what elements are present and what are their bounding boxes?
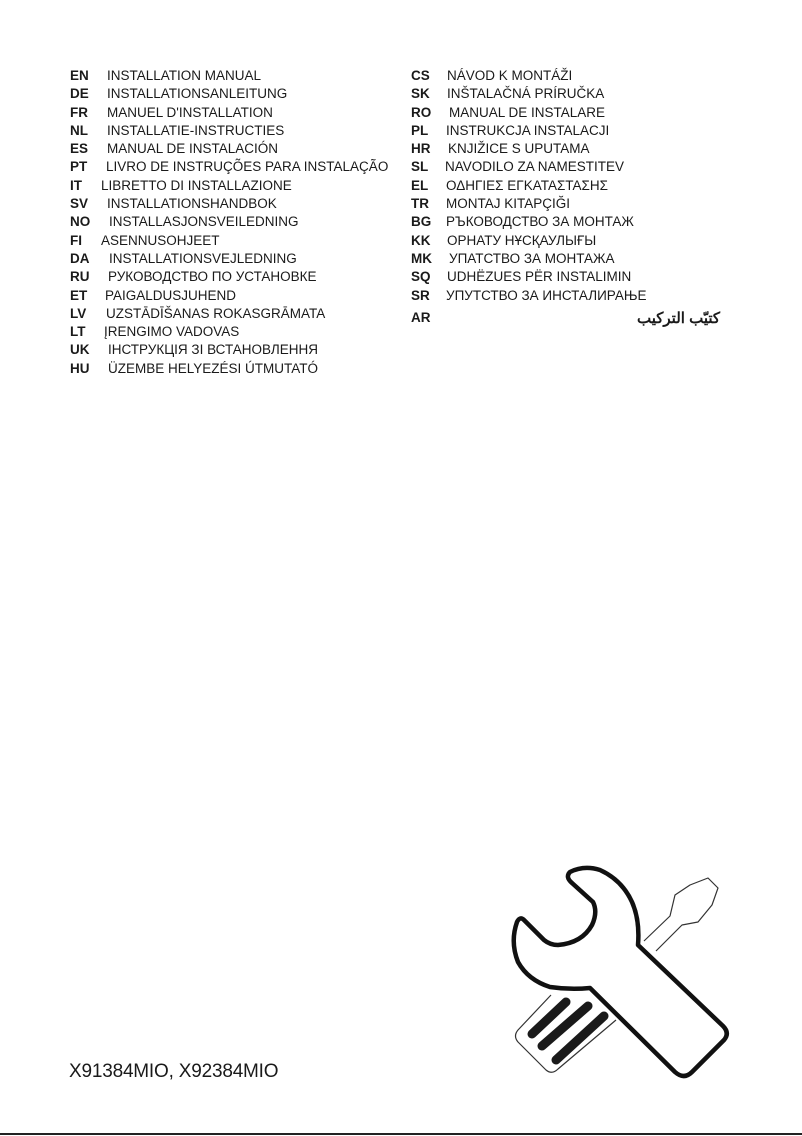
language-title: INSTALLATIONSANLEITUNG bbox=[107, 86, 288, 102]
language-title: UZSTĀDĪŠANAS ROKASGRĀMATA bbox=[106, 305, 326, 321]
language-title: UDHËZUES PËR INSTALIMIN bbox=[447, 269, 632, 285]
language-code: NL bbox=[70, 122, 88, 138]
language-code: LT bbox=[70, 324, 86, 340]
language-code: PL bbox=[411, 122, 429, 138]
language-code: EL bbox=[411, 177, 429, 193]
language-title: INSTRUKCJA INSTALACJI bbox=[446, 122, 610, 138]
language-code: LV bbox=[70, 305, 87, 321]
language-code: AR bbox=[411, 309, 431, 325]
language-title: РЪКОВОДСТВО ЗА МОНТАЖ bbox=[446, 214, 634, 230]
language-title: УПАТСТВО ЗА МОНТАЖА bbox=[449, 250, 615, 266]
language-code: NO bbox=[70, 214, 91, 230]
language-code: DA bbox=[70, 250, 90, 266]
language-code: IT bbox=[70, 177, 82, 193]
language-title: MANUAL DE INSTALACIÓN bbox=[107, 141, 279, 157]
language-code: SK bbox=[411, 86, 430, 102]
language-title: INSTALLATIONSVEJLEDNING bbox=[109, 250, 297, 266]
language-title: INSTALLATIE-INSTRUCTIES bbox=[107, 122, 285, 138]
language-title: РУКОВОДСТВО ПО УСТАНОВКЕ bbox=[108, 269, 317, 285]
language-title: MONTAJ KITAPÇIĞI bbox=[446, 196, 571, 212]
bottom-rule bbox=[0, 1133, 802, 1135]
language-code: ET bbox=[70, 287, 88, 303]
language-code: SL bbox=[411, 159, 429, 175]
wrench-and-screwdriver-icon bbox=[480, 850, 780, 1090]
language-code: BG bbox=[411, 214, 432, 230]
language-title: LIVRO DE INSTRUÇÕES PARA INSTALAÇÃO bbox=[106, 159, 389, 175]
language-code: KK bbox=[411, 232, 431, 248]
language-title: INŠTALAČNÁ PRÍRUČKA bbox=[447, 86, 605, 102]
language-title: INSTALLASJONSVEILEDNING bbox=[109, 214, 299, 230]
model-numbers: X91384MIO, X92384MIO bbox=[69, 1061, 279, 1082]
language-code: FR bbox=[70, 104, 88, 120]
language-title: INSTALLATIONSHANDBOK bbox=[107, 196, 277, 212]
language-code: RU bbox=[70, 269, 90, 285]
language-title: NÁVOD K MONTÁŽI bbox=[447, 68, 573, 83]
language-title: ASENNUSOHJEET bbox=[101, 232, 220, 248]
language-code: RO bbox=[411, 104, 432, 120]
language-title: MANUEL D'INSTALLATION bbox=[107, 104, 273, 120]
language-code: TR bbox=[411, 196, 429, 212]
language-code: DE bbox=[70, 86, 89, 102]
language-title: KNJIŽICE S UPUTAMA bbox=[448, 141, 590, 157]
language-title: LIBRETTO DI INSTALLAZIONE bbox=[101, 177, 292, 193]
language-code: MK bbox=[411, 250, 432, 266]
language-title: ОРНАТУ НҰСҚАУЛЫҒЫ bbox=[447, 232, 597, 248]
language-title: ΟΔΗΓΙΕΣ ΕΓΚΑΤΑΣΤΑΣΗΣ bbox=[446, 177, 608, 193]
language-title: MANUAL DE INSTALARE bbox=[449, 104, 606, 120]
language-code: PT bbox=[70, 159, 88, 175]
language-title: NAVODILO ZA NAMESTITEV bbox=[445, 159, 625, 175]
language-code: HU bbox=[70, 360, 90, 376]
language-code: ES bbox=[70, 141, 89, 157]
language-code: HR bbox=[411, 141, 431, 157]
language-code: SV bbox=[70, 196, 89, 212]
language-code: UK bbox=[70, 342, 90, 358]
language-title: ІНСТРУКЦІЯ ЗІ ВСТАНОВЛЕННЯ bbox=[108, 342, 318, 358]
language-title: INSTALLATION MANUAL bbox=[107, 68, 262, 83]
language-title: УПУТСТВО ЗА ИНСТАЛИРАЊЕ bbox=[446, 287, 647, 303]
language-code: SR bbox=[411, 287, 430, 303]
language-code: SQ bbox=[411, 269, 431, 285]
language-code: FI bbox=[70, 232, 82, 248]
language-code: CS bbox=[411, 68, 430, 83]
language-title: ÜZEMBE HELYEZÉSI ÚTMUTATÓ bbox=[108, 360, 319, 376]
language-code: EN bbox=[70, 68, 89, 83]
language-title: PAIGALDUSJUHEND bbox=[105, 287, 237, 303]
language-title: ĮRENGIMO VADOVAS bbox=[104, 324, 240, 340]
language-title: كتيّب التركيب bbox=[637, 309, 721, 327]
